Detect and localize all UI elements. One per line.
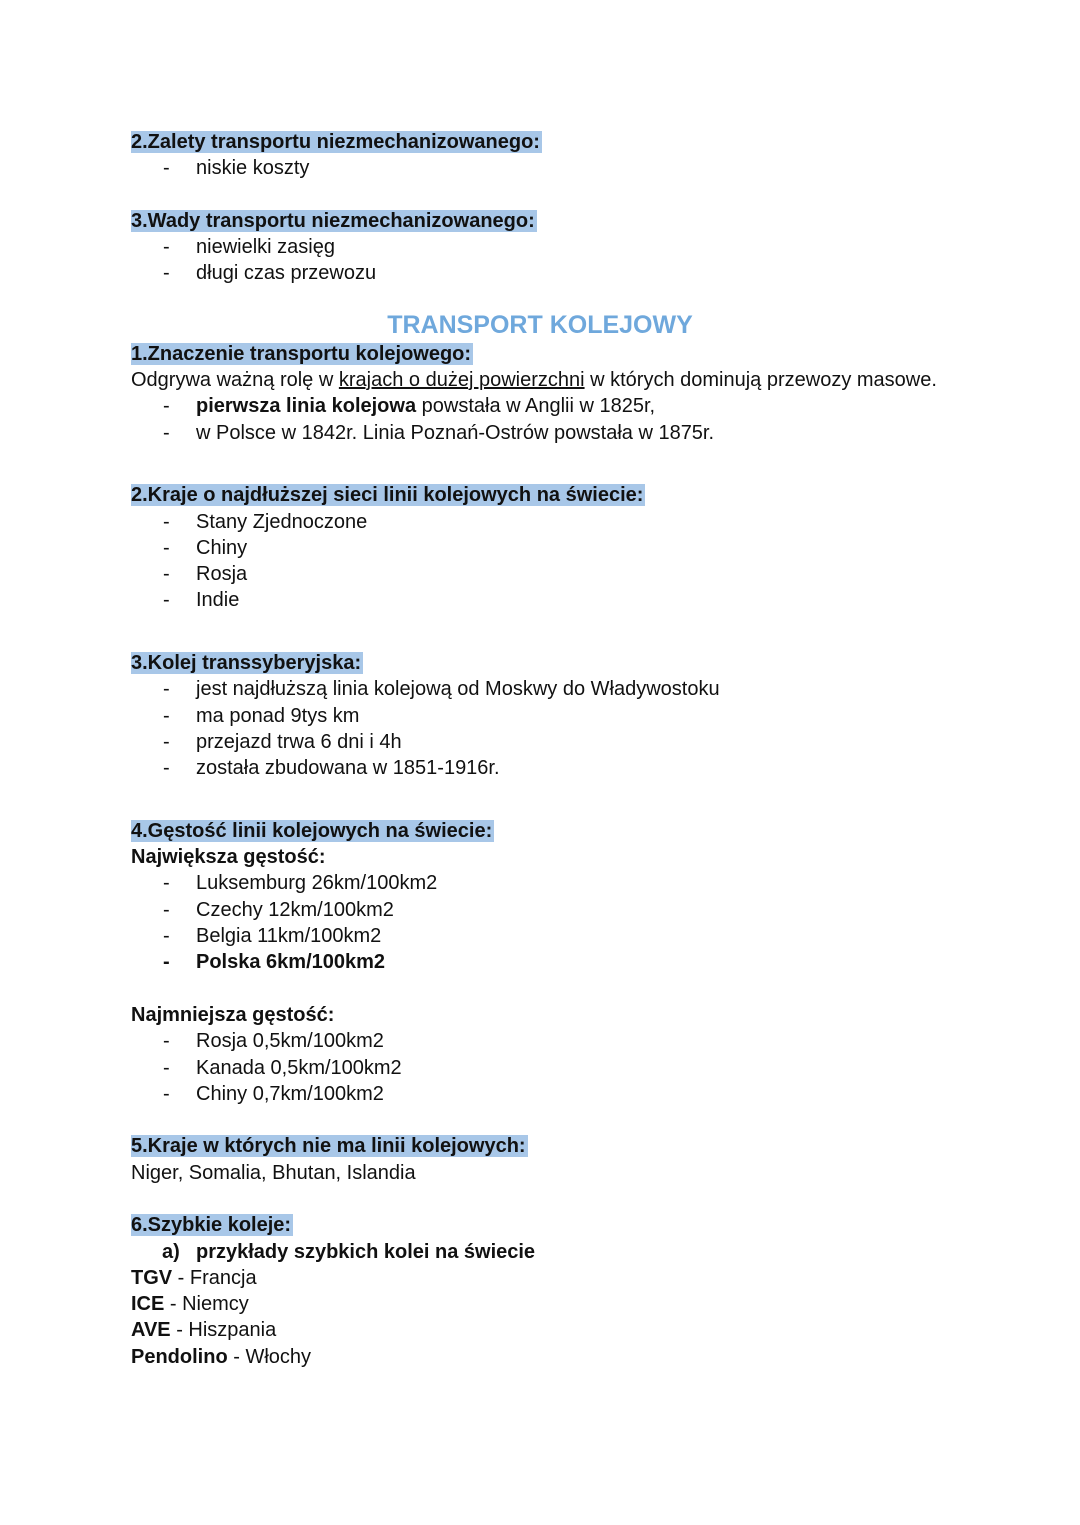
train-row: ICE - Niemcy xyxy=(131,1293,249,1316)
list-item: - Rosja 0,5km/100km2 xyxy=(163,1030,384,1053)
list-item: - ma ponad 9tys km xyxy=(163,704,360,727)
list-item: - w Polsce w 1842r. Linia Poznań-Ostrów powstała w 1875r. xyxy=(163,421,715,444)
list-item: - niewielki zasięg xyxy=(163,236,335,259)
section-heading: 4.Gęstość linii kolejowych na świecie: xyxy=(131,819,493,842)
train-row: AVE - Hiszpania xyxy=(131,1319,277,1342)
list-item: - jest najdłuższą linia kolejową od Moskwy do Władywostoku xyxy=(163,678,720,701)
section-heading: 5.Kraje w których nie ma linii kolejowych: xyxy=(131,1135,526,1158)
list-item: - Kanada 0,5km/100km2 xyxy=(163,1056,402,1079)
list-item: - Czechy 12km/100km2 xyxy=(163,898,394,921)
sub-list-item: a) przykłady szybkich kolei na świecie xyxy=(162,1240,536,1263)
section-heading: 6.Szybkie koleje: xyxy=(131,1214,292,1237)
section-heading: 2.Zalety transportu niezmechanizowanego: xyxy=(131,131,540,153)
page-title: TRANSPORT KOLEJOWY xyxy=(387,310,693,339)
list-item: - Chiny 0,7km/100km2 xyxy=(163,1082,384,1105)
list-item: - niskie koszty xyxy=(163,157,310,180)
section-heading: 3.Wady transportu niezmechanizowanego: xyxy=(131,209,535,232)
list-item: - Polska 6km/100km2 xyxy=(163,951,386,974)
subheading: Największa gęstość: xyxy=(131,846,326,869)
document-page xyxy=(131,129,1011,1370)
list-item: - Stany Zjednoczone xyxy=(163,510,368,533)
list-item: - Belgia 11km/100km2 xyxy=(163,925,382,948)
section-heading: 2.Kraje o najdłuższej sieci linii kolejowych na świecie: xyxy=(131,484,644,507)
list-item: - Rosja xyxy=(163,563,248,586)
paragraph: Odgrywa ważną rolę w krajach o dużej powierzchni w których dominują przewozy masowe. xyxy=(131,369,937,392)
list-item: - przejazd trwa 6 dni i 4h xyxy=(163,730,402,753)
list-item: - Indie xyxy=(163,589,240,612)
list-item: - Chiny xyxy=(163,536,248,559)
list-item: - pierwsza linia kolejowa powstała w Anglii w 1825r, xyxy=(163,395,656,418)
section-heading: 1.Znaczenie transportu kolejowego: xyxy=(131,342,472,365)
list-item: - została zbudowana w 1851-1916r. xyxy=(163,757,500,780)
paragraph: Niger, Somalia, Bhutan, Islandia xyxy=(131,1161,416,1184)
train-row: Pendolino - Włochy xyxy=(131,1345,312,1368)
train-row: TGV - Francja xyxy=(131,1266,257,1289)
subheading: Najmniejsza gęstość: xyxy=(131,1003,335,1026)
section-heading: 3.Kolej transsyberyjska: xyxy=(131,652,362,675)
list-item: - długi czas przewozu xyxy=(163,262,377,285)
list-item: - Luksemburg 26km/100km2 xyxy=(163,872,438,895)
